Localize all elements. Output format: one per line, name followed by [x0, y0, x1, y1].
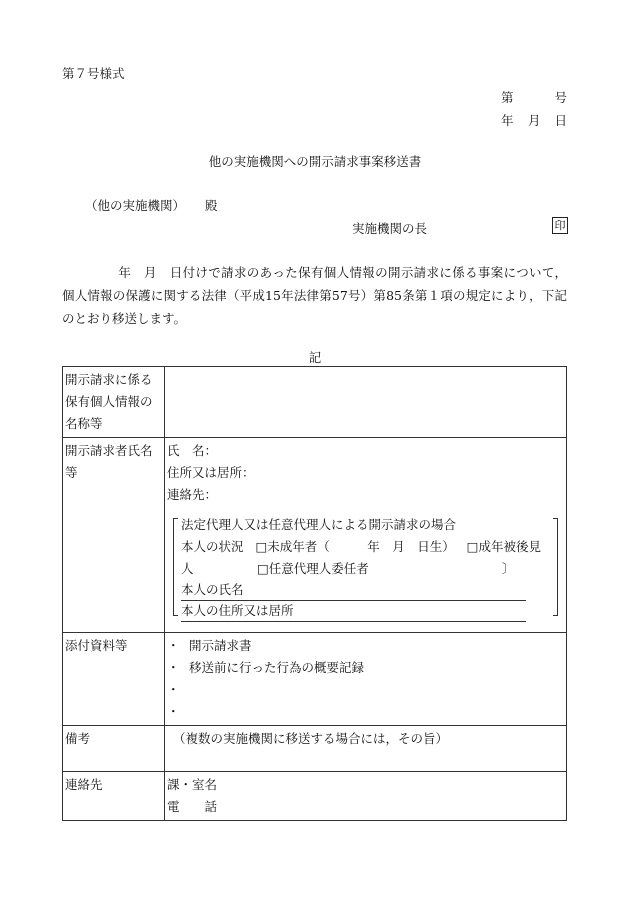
right-bracket — [553, 518, 558, 616]
table-row — [63, 367, 567, 438]
attachment-item: ・ 開示請求書 — [167, 638, 252, 653]
row-label: 添付資料等 — [63, 633, 165, 726]
contact-section: 課・室名 — [167, 777, 218, 792]
document-title: 他の実施機関への開示請求事案移送書 — [208, 154, 422, 169]
ki-heading: 記 — [308, 350, 322, 365]
requester-details — [165, 438, 567, 633]
contact-phone: 電 話 — [167, 799, 218, 814]
option-agent: □任意代理人委任者 — [257, 561, 369, 576]
row-label: 備考 — [63, 726, 165, 772]
option-adult-ward: □成年被後見人 — [181, 539, 541, 576]
recipient — [85, 196, 218, 214]
date-hi: 日 — [554, 113, 567, 128]
requester-address: 住所又は居所： — [167, 465, 255, 480]
proxy-title: 法定代理人又は任意代理人による開示請求の場合 — [181, 517, 457, 532]
table-row — [63, 772, 567, 821]
contact-info — [165, 772, 567, 821]
recipient-honorific: 殿 — [205, 198, 218, 213]
date-nen: 年 — [501, 113, 514, 128]
form-number: 第７号様式 — [62, 66, 125, 81]
info-name-field — [165, 367, 567, 438]
attachment-item: ・ — [167, 682, 180, 697]
body-text: 年 月 日付けで請求のあった保有個人情報の開示請求に係る事案について，個人情報の保護に関する法律（平成15年法律第57号）第85条第１項の規定により，下記のとおり移送します。 — [62, 265, 567, 326]
table-row — [63, 438, 567, 633]
transfer-table — [62, 366, 567, 821]
remarks — [165, 726, 567, 772]
date-tsuki: 月 — [528, 113, 541, 128]
person-status-row-2 — [181, 558, 548, 580]
seal-icon: 印 — [552, 217, 568, 234]
requester-contact: 連絡先： — [167, 487, 218, 502]
requester-name: 氏 名： — [167, 443, 218, 458]
left-bracket — [173, 518, 178, 616]
person-address-line: 本人の住所又は居所 — [181, 601, 526, 622]
attachment-item: ・ — [167, 704, 180, 719]
table-row — [63, 726, 567, 772]
proxy-section — [173, 514, 558, 616]
ref-dai: 第 — [501, 90, 514, 105]
ref-go: 号 — [554, 90, 567, 105]
table-row — [63, 633, 567, 726]
status-label: 本人の状況 — [181, 539, 244, 554]
body-paragraph — [62, 261, 567, 330]
sender-label: 実施機関の長 — [352, 221, 428, 236]
row-label: 開示請求に係る保有個人情報の名称等 — [63, 367, 165, 438]
close-bracket: 〕 — [501, 561, 515, 576]
row-label: 開示請求者氏名等 — [63, 438, 165, 633]
option-minor: □未成年者（ 年 月 日生） — [255, 539, 455, 554]
row-label: 連絡先 — [63, 772, 165, 821]
attachments — [165, 633, 567, 726]
person-name-line: 本人の氏名 — [181, 580, 526, 601]
recipient-name: （他の実施機関） — [85, 198, 186, 213]
attachment-item: ・ 移送前に行った行為の概要記録 — [167, 660, 365, 675]
remarks-note: （複数の実施機関に移送する場合には，その旨） — [173, 731, 449, 746]
